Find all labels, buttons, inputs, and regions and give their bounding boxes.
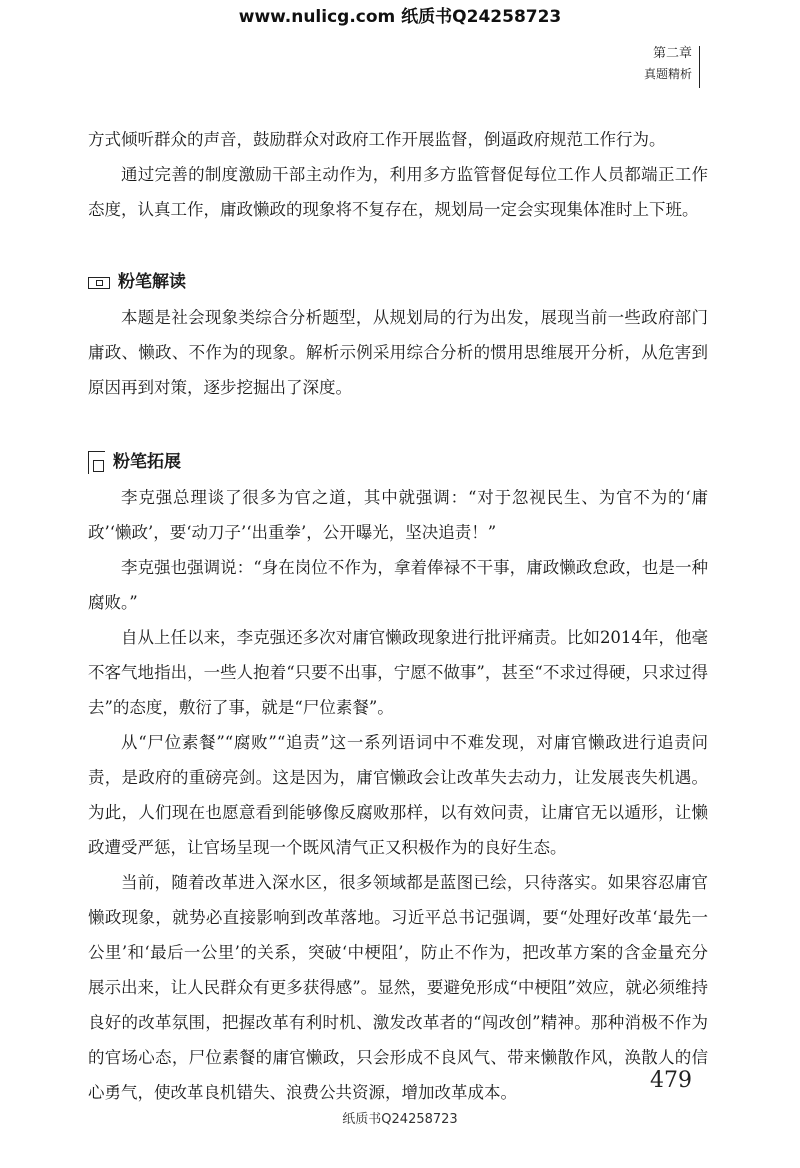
- expand-paragraph: 当前，随着改革进入深水区，很多领域都是蓝图已绘，只待落实。如果容忍庸官懒政现象，就势必直接影响到改革落地。习近平总书记强调，要“处理好改革‘最先一公里’和‘最后一公里’的关系，突破‘中梗阻’，防止不作为，把改革方案的含金量充分展示出来，让人民群众有更多获得感”。显然，要避免形成“中梗阻”效应，就必须维持良好的改革氛围，把握改革有利时机、激发改革者的“闯改创”精神。那种消极不作为的官场心态，尸位素餐的庸官懒政，只会形成不良风气、带来懒散作风，涣散人的信心勇气，使改革良机错失、浪费公共资源，增加改革成本。: [88, 873, 708, 1102]
- chapter-header: [644, 44, 692, 84]
- section-heading-reading: [88, 265, 708, 300]
- section-title-expand: 粉笔拓展: [113, 452, 181, 472]
- paragraph-continued: 方式倾听群众的声音，鼓励群众对政府工作开展监督，倒逼政府规范工作行为。: [88, 130, 666, 149]
- expand-paragraph: 自从上任以来，李克强还多次对庸官懒政现象进行批评痛责。比如2014年，他毫不客气地指出，一些人抱着“只要不出事，宁愿不做事”，甚至“不求过得硬，只求过得去”的态度，敷衍了事，就是“尸位素餐”。: [88, 628, 708, 717]
- section-heading-expand: [88, 445, 708, 480]
- section-title-reading: 粉笔解读: [118, 272, 186, 292]
- chapter-name: 真题精析: [643, 67, 692, 81]
- page-number: 479: [650, 1068, 692, 1093]
- expand-paragraph: 李克强也强调说：“身在岗位不作为，拿着俸禄不干事，庸政懒政怠政，也是一种腐败。”: [88, 558, 708, 612]
- chapter-divider: [699, 46, 700, 88]
- watermark-top: www.nulicg.com 纸质书Q24258723: [238, 7, 562, 27]
- page-content: [88, 122, 708, 1110]
- book-icon: [88, 277, 110, 289]
- chapter-number: 第二章: [652, 46, 692, 61]
- reading-paragraph: 本题是社会现象类综合分析题型，从规划局的行为出发，展现当前一些政府部门庸政、懒政、不作为的现象。解析示例采用综合分析的惯用思维展开分析，从危害到原因再到对策，逐步挖掘出了深度。: [88, 308, 708, 397]
- paragraph-conclusion: 通过完善的制度激励干部主动作为，利用多方监管督促每位工作人员都端正工作态度，认真工作，庸政懒政的现象将不复存在，规划局一定会实现集体准时上下班。: [88, 165, 708, 219]
- expand-icon: [88, 451, 105, 474]
- expand-paragraph: 从“尸位素餐”“腐败”“追责”这一系列语词中不难发现，对庸官懒政进行追责问责，是政府的重磅亮剑。这是因为，庸官懒政会让改革失去动力，让发展丧失机遇。为此，人们现在也愿意看到能够像反腐败那样，以有效问责，让庸官无以遁形，让懒政遭受严惩，让官场呈现一个既风清气正又积极作为的良好生态。: [88, 733, 708, 857]
- expand-paragraph: 李克强总理谈了很多为官之道，其中就强调：“对于忽视民生、为官不为的‘庸政’‘懒政’，要‘动刀子’‘出重拳’，公开曝光，坚决追责！”: [88, 488, 708, 542]
- watermark-bottom: 纸质书Q24258723: [342, 1112, 458, 1127]
